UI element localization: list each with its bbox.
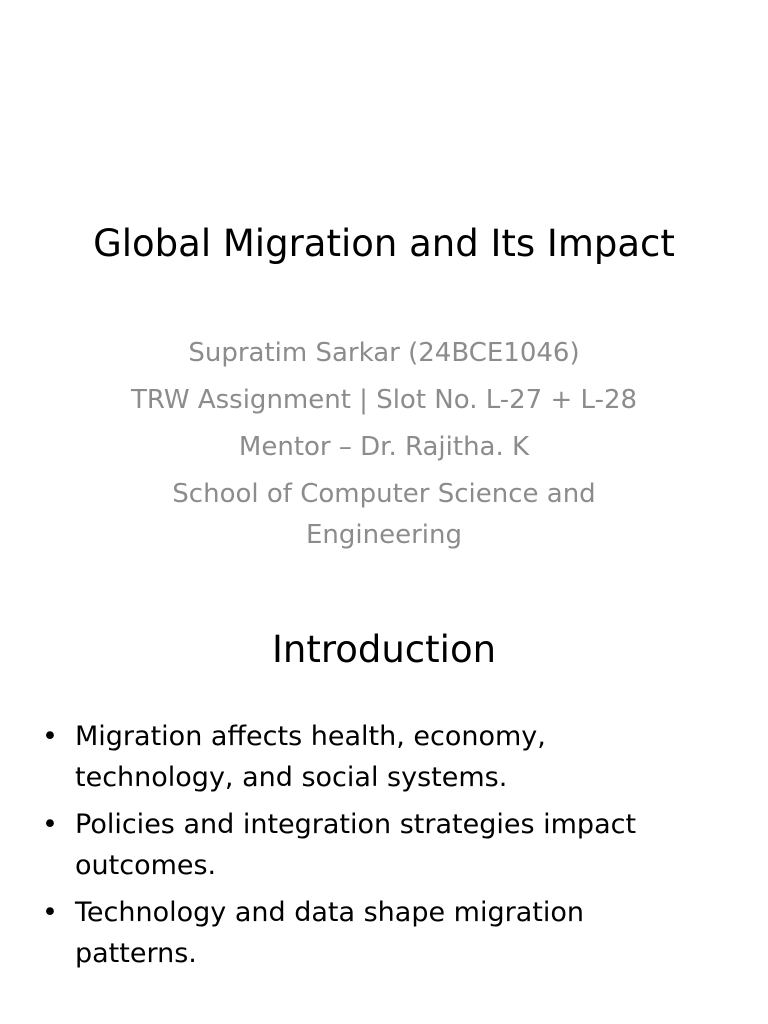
bullet-text: Policies and integration strategies impact outcomes. — [75, 809, 637, 881]
list-item — [42, 892, 682, 974]
introduction-slide — [0, 576, 768, 1024]
bullet-icon: • — [42, 721, 58, 752]
bullet-text: Migration affects health, economy, technology, and social systems. — [75, 721, 546, 793]
slide-title: Introduction — [271, 628, 497, 671]
bullet-icon: • — [42, 809, 58, 840]
slide-subtitle — [128, 333, 640, 576]
assignment-line: TRW Assignment | Slot No. L-27 + L-28 — [130, 385, 638, 415]
list-item — [42, 804, 682, 886]
slide-title: Global Migration and Its Impact — [93, 222, 675, 265]
bullet-list — [42, 716, 682, 980]
list-item — [42, 716, 682, 798]
author-line: Supratim Sarkar (24BCE1046) — [188, 338, 580, 368]
school-line: School of Computer Science and Engineering — [172, 479, 596, 550]
mentor-line: Mentor – Dr. Rajitha. K — [238, 432, 530, 462]
bullet-icon: • — [42, 897, 58, 928]
bullet-text: Technology and data shape migration patterns. — [75, 897, 584, 969]
